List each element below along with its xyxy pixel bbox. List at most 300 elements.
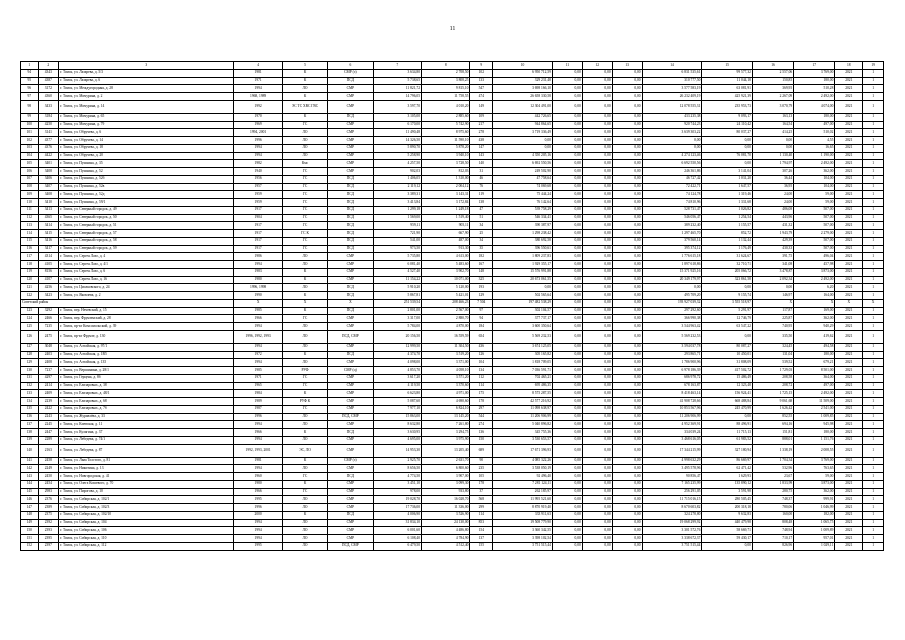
table-cell: 36,95 <box>752 183 793 191</box>
table-cell: 1957 <box>234 183 282 191</box>
table-cell: 2375 <box>38 511 59 519</box>
table-cell: 3 360 342,55 <box>493 527 553 535</box>
table-cell: 127 <box>21 343 39 351</box>
table-cell: 3414 <box>38 222 59 230</box>
table-cell: 24,00 <box>752 199 793 207</box>
table-cell: 4256 <box>38 284 59 292</box>
table-row <box>21 230 884 238</box>
table-cell: 3433 <box>38 100 59 113</box>
table-cell: 7237 <box>38 367 59 375</box>
table-cell: 1 009,85 <box>794 413 835 421</box>
table-cell: 0,00 <box>582 488 612 496</box>
table-cell: 36,44 <box>752 175 793 183</box>
table-row <box>21 542 884 550</box>
table-cell: 59 430,17 <box>702 535 753 543</box>
table-cell: 4365 <box>38 214 59 222</box>
table-cell: 1 298 238,42 <box>493 230 553 238</box>
table-cell: 391,75 <box>752 253 793 261</box>
table-row <box>21 137 884 145</box>
table-cell: 1 <box>863 77 884 85</box>
table-cell: 12 304 491,00 <box>493 100 553 113</box>
table-cell: 487,00 <box>422 237 470 245</box>
table-cell: 1940 <box>234 168 282 176</box>
table-cell: 225,87 <box>752 315 793 323</box>
column-number-cell: 3 <box>59 62 234 70</box>
table-cell: 1972 <box>234 351 282 359</box>
table-cell: 11 715,13 <box>702 429 753 437</box>
table-cell: 8156 <box>38 268 59 276</box>
table-cell: 8 670 603,82 <box>642 504 702 512</box>
table-cell: 532,96 <box>752 465 793 473</box>
table-cell: 0,00 <box>552 160 582 168</box>
table-cell: 0,00 <box>552 284 582 292</box>
table-cell: 1965 <box>234 382 282 390</box>
table-cell: 4107 <box>38 276 59 284</box>
table-cell: 115 <box>21 237 39 245</box>
table-cell: 1 <box>863 315 884 323</box>
table-cell: 0,00 <box>552 488 582 496</box>
table-cell: 1 626,42 <box>752 405 793 413</box>
table-cell: 0,00 <box>612 315 642 323</box>
table-cell: 12 323,48 <box>702 382 753 390</box>
table-cell: 180,00 <box>794 351 835 359</box>
table-cell: 31 624,67 <box>702 253 753 261</box>
table-row <box>21 175 884 183</box>
table-cell: 507,00 <box>794 237 835 245</box>
table-cell: 853 <box>470 519 493 527</box>
table-cell: 1 704,34 <box>752 457 793 465</box>
table-cell: 3 099,30 <box>422 480 470 488</box>
table-cell: 2376 <box>38 496 59 504</box>
table-cell: 1996, 1992, 1993 <box>234 330 282 343</box>
table-cell: 1 <box>863 199 884 207</box>
table-cell: 2408 <box>38 359 59 367</box>
table-cell: г. Томск, ул. Северный городок, д. 57 <box>59 230 234 238</box>
table-cell: 19 028,70 <box>373 496 421 504</box>
table-cell: 3184 <box>38 113 59 121</box>
table-cell: 7 165 235,99 <box>642 480 702 488</box>
table-cell: СМР <box>328 93 373 101</box>
table-row <box>21 527 884 535</box>
table-cell: Кмс <box>282 160 327 168</box>
table-cell: ЛО <box>282 330 327 343</box>
table-cell: 852,72 <box>702 230 753 238</box>
table-cell: 1 <box>863 421 884 429</box>
table-cell: г. Томск, ул. Сибирская, д. 112 <box>59 542 234 550</box>
table-cell: СМР <box>328 465 373 473</box>
table-cell: 106 <box>21 168 39 176</box>
table-cell: ПСД <box>328 175 373 183</box>
table-cell: 1994, 2001 <box>234 129 282 137</box>
table-row <box>21 429 884 437</box>
table-cell: ПСД <box>328 77 373 85</box>
table-cell: 0,00 <box>552 496 582 504</box>
table-cell: 1994 <box>234 85 282 93</box>
table-cell: 164,00 <box>794 292 835 300</box>
table-cell: 114 <box>470 511 493 519</box>
table-cell: 217 <box>470 121 493 129</box>
table-cell: 42 577 216,92 <box>493 398 553 406</box>
table-cell: 4 074,00 <box>794 100 835 113</box>
table-cell: 4377 <box>38 137 59 145</box>
table-cell: 2163 <box>38 444 59 457</box>
table-row <box>21 237 884 245</box>
table-cell: 86 669,97 <box>702 457 753 465</box>
table-cell: 1917 <box>234 206 282 214</box>
table-row <box>21 413 884 421</box>
table-cell: 0,00 <box>612 390 642 398</box>
table-cell: 0,00 <box>552 199 582 207</box>
table-cell: г. Томск, пер. Нечевский, д. 15 <box>59 307 234 315</box>
table-cell: 2021 <box>835 496 863 504</box>
table-cell: 1994 <box>234 527 282 535</box>
table-cell: 396 550,61 <box>493 245 553 253</box>
table-cell: 180,00 <box>794 113 835 121</box>
table-cell: 141 <box>21 457 39 465</box>
table-cell: 507,00 <box>794 245 835 253</box>
table-cell: К <box>282 480 327 488</box>
table-cell: 1904 <box>234 214 282 222</box>
table-cell: 0,00 <box>552 307 582 315</box>
table-cell: 118 <box>21 261 39 269</box>
table-cell: 10 853 567,96 <box>642 405 702 413</box>
table-cell: 90 <box>470 457 493 465</box>
table-cell: 440 479,98 <box>702 519 753 527</box>
table-cell: 1 190,00 <box>794 152 835 160</box>
table-cell: 16 559,59 <box>422 330 470 343</box>
table-cell: 14 953,30 <box>373 444 421 457</box>
table-cell: 13 145,20 <box>422 413 470 421</box>
table-cell: г. Томск, ул. Северный городок, д. 50 <box>59 214 234 222</box>
table-cell: 0,00 <box>582 519 612 527</box>
table-cell: ПСД <box>328 292 373 300</box>
table-cell: 2 631,70 <box>422 457 470 465</box>
table-cell: 0,00 <box>582 85 612 93</box>
table-cell: 2021 <box>835 113 863 121</box>
table-cell: 5 087,60 <box>373 398 421 406</box>
table-cell: 4 058,10 <box>422 367 470 375</box>
table-cell: г. Томск, ул. Мичурина, д. 79 <box>59 121 234 129</box>
table-cell: 2021 <box>835 237 863 245</box>
table-cell: 175 <box>470 390 493 398</box>
table-cell: 1 <box>863 160 884 168</box>
table-cell: 6 081,40 <box>373 261 421 269</box>
table-cell: 3 591,98 <box>702 488 753 496</box>
table-cell: 47 <box>470 206 493 214</box>
table-cell: 2021 <box>835 168 863 176</box>
table-cell: 4 971,00 <box>422 390 470 398</box>
table-cell: 0,00 <box>582 405 612 413</box>
table-cell: 62 471,42 <box>702 465 753 473</box>
table-cell: 117 <box>21 253 39 261</box>
table-cell: 2983 <box>38 488 59 496</box>
table-cell: 11 715 016,15 <box>642 496 702 504</box>
table-cell: К <box>282 276 327 284</box>
table-cell: 0,00 <box>612 473 642 481</box>
table-cell: 184 <box>470 323 493 331</box>
table-cell: 0,00 <box>582 253 612 261</box>
table-cell: 3 294,75 <box>422 429 470 437</box>
table-cell: г. Томск, ул. Яковлева, д. 2 <box>59 292 234 300</box>
table-cell: г. Томск, ул. Герцена, д. 8б <box>59 374 234 382</box>
table-cell: СМР <box>328 374 373 382</box>
table-cell: ЛО <box>282 284 327 292</box>
table-cell: 6,20 <box>794 284 835 292</box>
table-cell: 812,03 <box>422 168 470 176</box>
table-cell: ПСД <box>328 206 373 214</box>
table-cell: 1 <box>863 465 884 473</box>
table-cell: 973,50 <box>373 245 421 253</box>
table-cell: К <box>282 292 327 300</box>
table-cell: 1 <box>863 175 884 183</box>
table-cell: 999,91 <box>794 496 835 504</box>
table-cell: 97 <box>470 307 493 315</box>
table-cell: 2 880,70 <box>422 315 470 323</box>
column-number-cell: 12 <box>582 62 612 70</box>
table-cell: 0,00 <box>612 253 642 261</box>
table-cell: 2021 <box>835 152 863 160</box>
table-cell: 156 924,41 <box>702 390 753 398</box>
table-cell: 51 <box>470 214 493 222</box>
table-cell: 1995 <box>234 496 282 504</box>
table-cell: 99 577,32 <box>702 69 753 77</box>
table-cell: 155 <box>470 542 493 550</box>
table-cell: 133 <box>21 390 39 398</box>
table-cell: 46 <box>470 175 493 183</box>
table-row <box>21 457 884 465</box>
table-cell: 131 <box>21 374 39 382</box>
table-cell: 0,00 <box>552 113 582 121</box>
table-cell: 0,00 <box>612 129 642 137</box>
table-cell: 0,00 <box>582 299 612 307</box>
table-cell: 2021 <box>835 175 863 183</box>
table-cell: 0,00 <box>552 77 582 85</box>
table-cell: 63 081,91 <box>702 85 753 93</box>
table-cell: 19 508 779,90 <box>493 519 553 527</box>
table-cell: 3 873,00 <box>794 480 835 488</box>
table-row <box>21 268 884 276</box>
table-cell: 9 815,10 <box>422 85 470 93</box>
table-cell: 2021 <box>835 429 863 437</box>
table-cell: 0,00 <box>612 276 642 284</box>
column-number-cell: 5 <box>282 62 327 70</box>
table-cell: 1981 <box>234 457 282 465</box>
table-cell: 546 056,47 <box>642 214 702 222</box>
table-cell: Х <box>794 299 835 307</box>
table-cell: 0,00 <box>582 69 612 77</box>
table-cell: 2021 <box>835 93 863 101</box>
table-cell: 362,00 <box>794 315 835 323</box>
table-cell: 2 008,55 <box>794 444 835 457</box>
table-cell: 5 291,97 <box>702 307 753 315</box>
table-cell: 0,00 <box>552 268 582 276</box>
table-cell: 686 978,72 <box>642 374 702 382</box>
table-cell: 76 <box>470 183 493 191</box>
table-row <box>21 245 884 253</box>
table-cell: 63 547,22 <box>702 323 753 331</box>
housing-repair-table <box>20 61 884 551</box>
table-cell: 0,00 <box>552 191 582 199</box>
table-cell: 235 <box>470 465 493 473</box>
table-cell: 140 <box>470 160 493 168</box>
table-cell: 4 784,90 <box>422 535 470 543</box>
table-cell: 0,00 <box>582 268 612 276</box>
table-cell: г. Томск, ул. Обручева, д. 6 <box>59 129 234 137</box>
table-cell: 2021 <box>835 85 863 93</box>
table-cell: 0,00 <box>582 183 612 191</box>
table-cell: 7 036 591,71 <box>493 367 553 375</box>
table-cell: 99 <box>21 113 39 121</box>
table-cell: 0,00 <box>612 504 642 512</box>
table-cell: 2021 <box>835 121 863 129</box>
table-cell: СМР <box>328 405 373 413</box>
table-row <box>21 168 884 176</box>
table-cell: 1 249,18 <box>422 206 470 214</box>
table-cell: 0,00 <box>552 343 582 351</box>
table-cell: 133 <box>470 77 493 85</box>
table-cell: 510,02 <box>794 129 835 137</box>
table-cell: 1982 <box>234 160 282 168</box>
table-cell: г. Томск, ул. Алтайская, д. 135 <box>59 359 234 367</box>
table-cell: 0,00 <box>702 413 753 421</box>
table-cell: 104,00 <box>794 175 835 183</box>
table-cell: 31 834,10 <box>373 519 421 527</box>
table-cell: 3141 <box>38 129 59 137</box>
table-cell: 369,95 <box>752 85 793 93</box>
table-cell: 1 <box>863 206 884 214</box>
table-cell: ПСД <box>328 214 373 222</box>
table-cell: 695 486,35 <box>493 382 553 390</box>
table-cell: 0,00 <box>612 222 642 230</box>
table-cell: 1 <box>863 390 884 398</box>
table-cell: 0,00 <box>752 144 793 152</box>
table-cell: 0,00 <box>612 230 642 238</box>
table-cell: 1 254,54 <box>702 214 753 222</box>
table-cell: 193 927 039,32 <box>642 299 702 307</box>
table-cell: 299 <box>470 504 493 512</box>
table-cell: 920 744,23 <box>642 121 702 129</box>
table-cell: 0,00 <box>612 113 642 121</box>
table-cell: 1 569,00 <box>373 214 421 222</box>
table-cell: 0,00 <box>552 330 582 343</box>
table-cell: 1994 <box>234 261 282 269</box>
table-cell: 0,00 <box>612 398 642 406</box>
table-cell: 0,00 <box>582 100 612 113</box>
table-cell: 0,00 <box>582 175 612 183</box>
table-cell: 11 758,55 <box>422 93 470 101</box>
table-cell: 1 406,05 <box>373 175 421 183</box>
table-cell: ЛО <box>282 519 327 527</box>
column-number-cell: 11 <box>552 62 582 70</box>
table-cell: 380 692,58 <box>493 237 553 245</box>
table-cell: 2021 <box>835 330 863 343</box>
table-cell: 0,00 <box>582 284 612 292</box>
table-cell: 6 623,80 <box>373 390 421 398</box>
table-cell: 3 630,95 <box>373 429 421 437</box>
table-cell: 0,00 <box>612 261 642 269</box>
table-cell: 0,00 <box>612 191 642 199</box>
table-cell: 1 818 709,05 <box>493 359 553 367</box>
table-cell: 944 864,65 <box>493 121 553 129</box>
table-cell: 2 801,00 <box>373 307 421 315</box>
table-cell: 8 870 919,40 <box>493 504 553 512</box>
table-cell: К <box>282 351 327 359</box>
table-cell: 15 863,00 <box>373 413 421 421</box>
table-cell: 335,50 <box>752 330 793 343</box>
table-cell: 120 <box>21 276 39 284</box>
table-row <box>21 374 884 382</box>
table-cell: 414,25 <box>752 129 793 137</box>
table-cell: 0,00 <box>582 160 612 168</box>
table-cell: ЭС, ЛО <box>282 444 327 457</box>
table-cell: 100 <box>21 121 39 129</box>
table-cell: 0,00 <box>582 137 612 145</box>
table-cell: 1 155,57 <box>702 222 753 230</box>
table-row <box>21 85 884 93</box>
table-cell: 150 <box>21 527 39 535</box>
table-cell: 2021 <box>835 444 863 457</box>
table-cell: 0,00 <box>612 284 642 292</box>
table-cell: 1994 <box>234 519 282 527</box>
table-cell: 1 <box>863 374 884 382</box>
table-cell: 0,00 <box>552 93 582 101</box>
table-cell: 0,00 <box>612 351 642 359</box>
table-row <box>21 315 884 323</box>
table-cell: 0,00 <box>552 253 582 261</box>
table-cell: 486,08 <box>752 206 793 214</box>
table-cell: г. Томск, ул. Елизаровых, д. 48/1 <box>59 390 234 398</box>
table-cell: 0,00 <box>552 276 582 284</box>
table-cell: 92 496,40 <box>493 473 553 481</box>
table-cell: 1 <box>863 144 884 152</box>
table-cell: 108 <box>21 183 39 191</box>
table-cell: 9 093,17 <box>702 113 753 121</box>
table-cell: 3 975,90 <box>422 436 470 444</box>
table-cell: ЛО <box>282 359 327 367</box>
table-row <box>21 436 884 444</box>
table-cell: 0,00 <box>612 292 642 300</box>
table-cell: 0,00 <box>582 323 612 331</box>
table-cell: ПСД, СМР <box>328 330 373 343</box>
table-cell: г. Томск, ул. Олега Кошевого, д. 70 <box>59 480 234 488</box>
table-cell: 2021 <box>835 457 863 465</box>
table-cell: 3172 <box>38 85 59 93</box>
table-cell: 1 <box>863 519 884 527</box>
table-cell: 1 <box>863 113 884 121</box>
table-cell: 3 873,00 <box>794 268 835 276</box>
table-cell: 4 098,00 <box>373 359 421 367</box>
table-cell: г. Томск, ул. Сибирская, д. 102/3 <box>59 504 234 512</box>
table-cell: 1 943,79 <box>752 230 793 238</box>
table-cell: г. Томск, ул. Северный городок, д. 59 <box>59 245 234 253</box>
table-cell: 0,00 <box>552 374 582 382</box>
table-cell: 905,11 <box>422 222 470 230</box>
table-cell: 3 617,20 <box>373 374 421 382</box>
table-row <box>21 276 884 284</box>
table-cell: 14 796,05 <box>373 93 421 101</box>
table-cell: 3 634,80 <box>373 69 421 77</box>
table-cell: 41 908 728,66 <box>642 398 702 406</box>
table-row <box>21 152 884 160</box>
table-cell: 417 502,72 <box>702 367 753 375</box>
table-cell: 19 068 299,92 <box>642 519 702 527</box>
column-number-cell: 17 <box>794 62 835 70</box>
table-cell: 193 <box>470 284 493 292</box>
table-row <box>21 206 884 214</box>
table-row <box>21 307 884 315</box>
table-cell: 3 172,84 <box>422 199 470 207</box>
table-cell: 76 142,64 <box>493 199 553 207</box>
